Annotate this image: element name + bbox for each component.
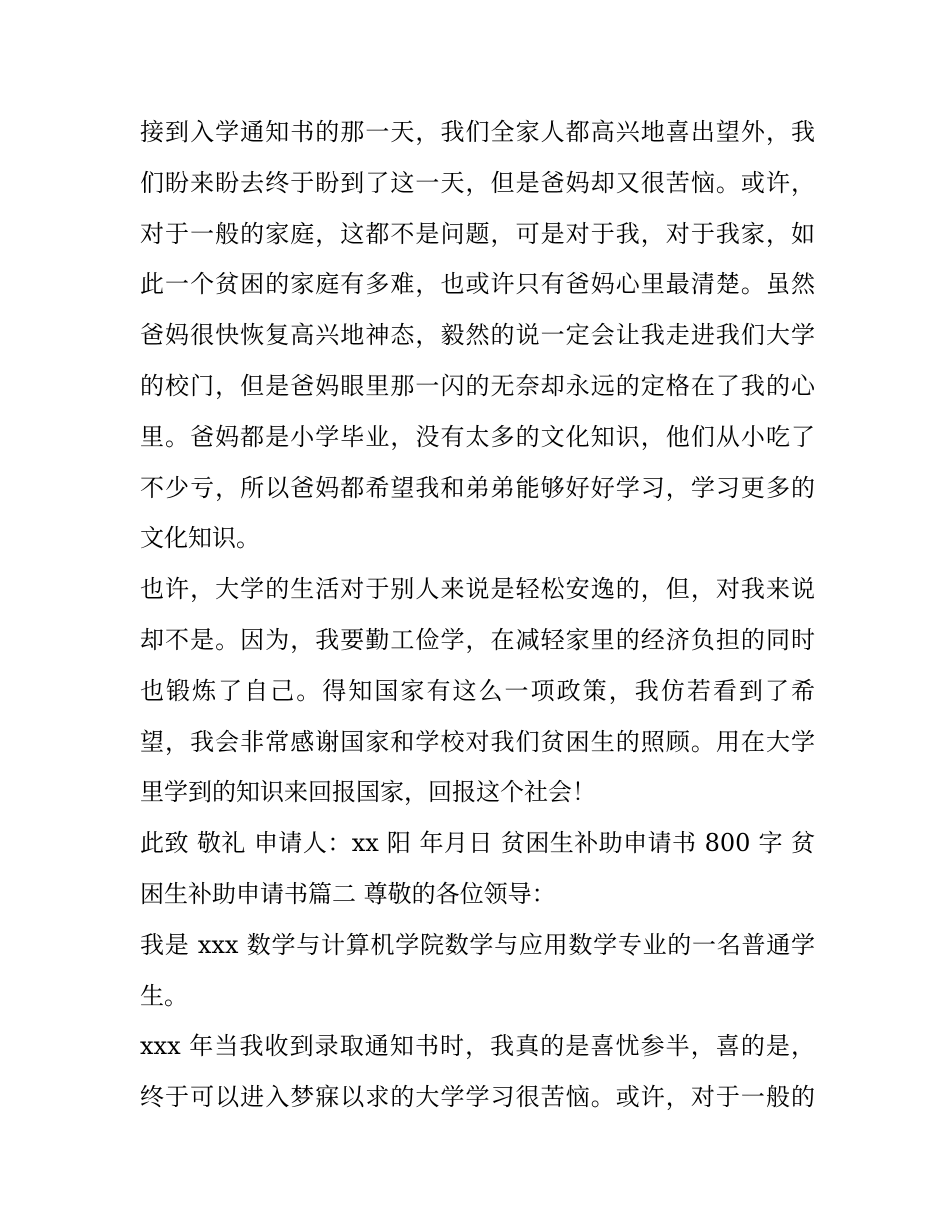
paragraph-end-line: 里学到的知识来回报国家，回报这个社会！	[140, 778, 596, 807]
paragraph-end-line: 生。	[140, 981, 188, 1010]
text-line: 的校门，但是爸妈眼里那一闪的无奈却永远的定格在了我的心	[140, 371, 815, 400]
text-line: 也许，大学的生活对于别人来说是轻松安逸的，但，对我来说	[140, 575, 815, 604]
text-line: 里。爸妈都是小学毕业，没有太多的文化知识，他们从小吃了	[140, 422, 815, 451]
text-line: 我是 xxx 数学与计算机学院数学与应用数学专业的一名普通学	[140, 930, 815, 959]
text-line: 此一个贫困的家庭有多难，也或许只有爸妈心里最清楚。虽然	[140, 270, 815, 299]
document-body	[140, 107, 815, 1123]
text-line: 此致 敬礼 申请人：xx 阳 年月日 贫困生补助申请书 800 字 贫	[140, 829, 815, 858]
paragraph-end-line: 文化知识。	[140, 524, 260, 553]
text-line: 接到入学通知书的那一天，我们全家人都高兴地喜出望外，我	[140, 118, 815, 146]
paragraph-end-line: 困生补助申请书篇二 尊敬的各位领导：	[140, 879, 556, 908]
text-line: xxx 年当我收到录取通知书时，我真的是喜忧参半，喜的是，	[140, 1032, 815, 1061]
text-line: 们盼来盼去终于盼到了这一天，但是爸妈却又很苦恼。或许，	[140, 168, 815, 197]
text-line: 望，我会非常感谢国家和学校对我们贫困生的照顾。用在大学	[140, 727, 815, 756]
text-line: 终于可以进入梦寐以求的大学学习很苦恼。或许，对于一般的	[140, 1083, 815, 1112]
text-line: 对于一般的家庭，这都不是问题，可是对于我，对于我家，如	[140, 219, 815, 248]
text-line: 却不是。因为，我要勤工俭学，在减轻家里的经济负担的同时	[140, 625, 815, 654]
text-line: 爸妈很快恢复高兴地神态，毅然的说一定会让我走进我们大学	[140, 321, 815, 350]
text-line: 不少亏，所以爸妈都希望我和弟弟能够好好学习，学习更多的	[140, 473, 815, 502]
text-line: 也锻炼了自己。得知国家有这么一项政策，我仿若看到了希	[140, 676, 815, 705]
